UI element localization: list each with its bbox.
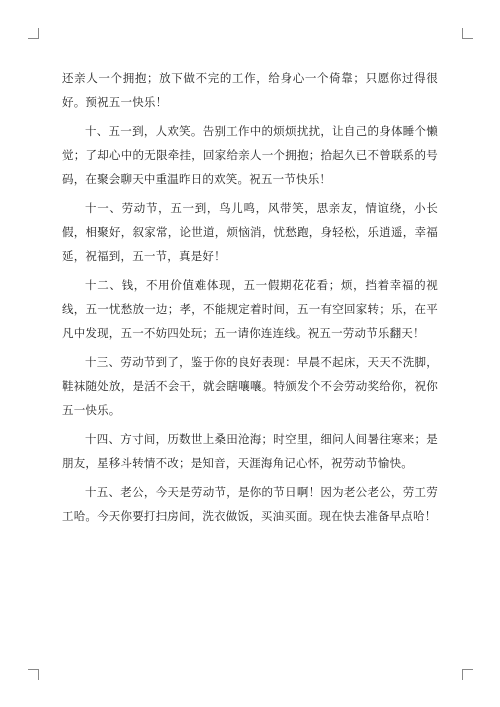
document-body — [62, 66, 438, 533]
paragraph-13: 十三、劳动节到了，鉴于你的良好表现：早晨不起床，天天不洗脚，鞋袜随处放，是活不会干，就会瞎嚷嚷。特颁发个不会劳动奖给你，祝你五一快乐。 — [62, 355, 438, 417]
paragraph-10: 十、五一到，人欢笑。告别工作中的烦烦扰扰，让自己的身体睡个懒觉；了却心中的无限牵挂，回家给亲人一个拥抱；拾起久已不曾联系的号码，在聚会聊天中重温昨日的欢笑。祝五一节快乐！ — [62, 124, 438, 186]
paragraph-14: 十四、方寸间，历数世上桑田沧海；时空里，细问人间暑往寒来；是朋友，星移斗转情不改；是知音，天涯海角记心怀，祝劳动节愉快。 — [62, 432, 438, 470]
corner-mark-top-left — [28, 28, 39, 39]
paragraph-15: 十五、老公，今天是劳动节，是你的节日啊！因为老公老公，劳工劳工哈。今天你要打扫房间，洗衣做饭，买油买面。现在快去准备早点哈！ — [62, 485, 438, 523]
paragraph-12: 十二、钱，不用价值难体现，五一假期花花看；烦，挡着幸福的视线，五一忧愁放一边；孝，不能规定着时间，五一有空回家转；乐，在平凡中发现，五一不妨四处玩；五一请你连连线。祝五一劳动节乐翻天！ — [62, 278, 438, 340]
corner-mark-bottom-left — [28, 669, 39, 680]
corner-mark-bottom-right — [462, 669, 473, 680]
paragraph-11: 十一、劳动节，五一到，鸟儿鸣，风带笑，思亲友，情谊绕，小长假，相聚好，叙家常，论世道，烦恼消，忧愁跑，身轻松，乐逍遥，幸福延，祝福到，五一节，真是好！ — [62, 201, 438, 263]
paragraph-continued: 还亲人一个拥抱；放下做不完的工作，给身心一个倚靠；只愿你过得很好。预祝五一快乐！ — [62, 71, 438, 109]
corner-mark-top-right — [462, 28, 473, 39]
